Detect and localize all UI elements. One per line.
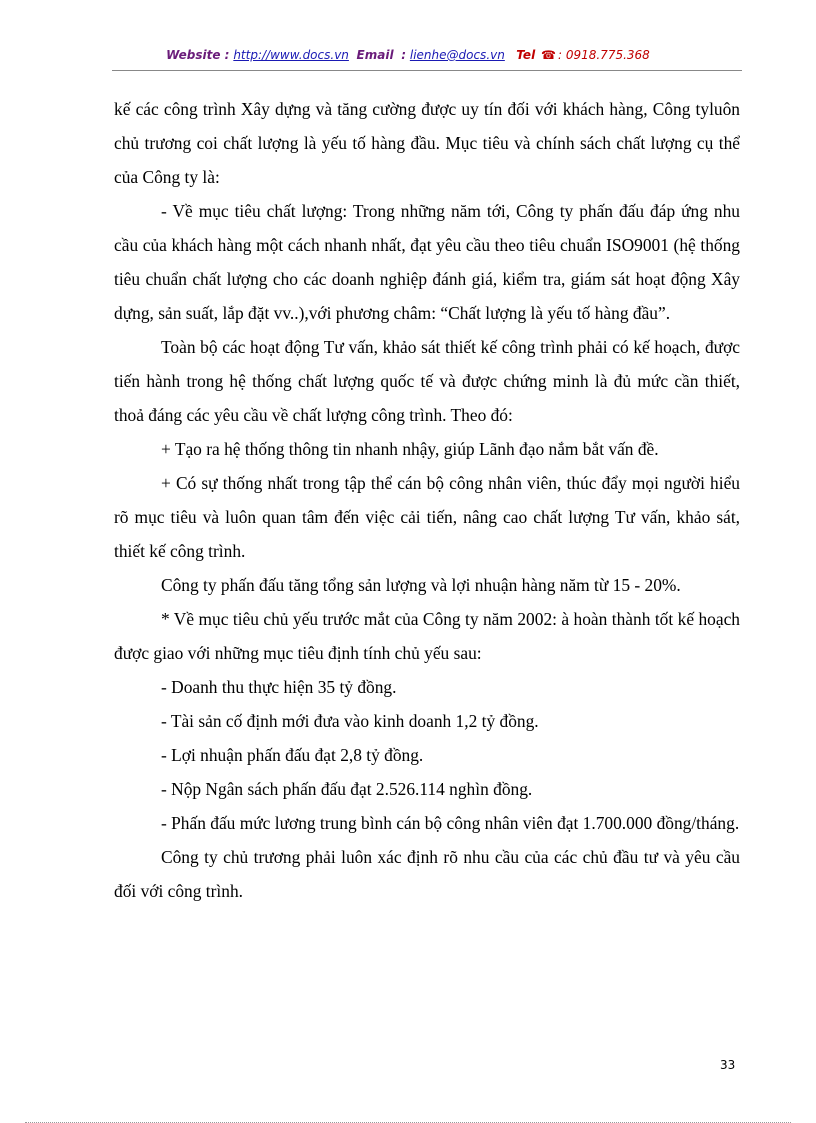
website-link[interactable]: http://www.docs.vn: [233, 48, 349, 62]
list-item: - Lợi nhuận phấn đấu đạt 2,8 tỷ đồng.: [161, 745, 424, 765]
paragraph: Toàn bộ các hoạt động Tư vấn, khảo sát thiết kế công trình phải có kế hoạch, được tiến hành trong hệ thống chất lượng quốc tế và được chứng minh là đủ mức cần thiết, thoả đáng các yêu cầu về chất lượng công trình. Theo đó:: [114, 337, 740, 425]
email-link[interactable]: lienhe@docs.vn: [409, 48, 505, 62]
list-item: - Phấn đấu mức lương trung bình cán bộ công nhân viên đạt 1.700.000 đồng/tháng.: [161, 813, 740, 833]
phone-number: : 0918.775.368: [557, 48, 650, 62]
paragraph: Công ty chủ trương phải luôn xác định rõ nhu cầu của các chủ đầu tư và yêu cầu đối với công trình.: [114, 847, 740, 901]
list-item: - Doanh thu thực hiện 35 tỷ đồng.: [161, 677, 397, 697]
paragraph: * Về mục tiêu chủ yếu trước mắt của Công ty năm 2002: à hoàn thành tốt kế hoạch được giao với những mục tiêu định tính chủ yếu sau:: [114, 609, 740, 663]
email-separator: :: [401, 48, 407, 62]
paragraph: + Tạo ra hệ thống thông tin nhanh nhậy, giúp Lãnh đạo nắm bắt vấn đề.: [161, 439, 659, 459]
page-header: [0, 48, 816, 62]
list-item: - Tài sản cố định mới đưa vào kinh doanh 1,2 tỷ đồng.: [161, 711, 539, 731]
tel-label: Tel: [516, 48, 536, 62]
website-label: Website :: [166, 48, 230, 62]
paragraph: - Về mục tiêu chất lượng: Trong những năm tới, Công ty phấn đấu đáp ứng nhu cầu của khách hàng một cách nhanh nhất, đạt yêu cầu theo tiêu chuẩn ISO9001 (hệ thống tiêu chuẩn chất lượng cho các doanh nghiệp đánh giá, kiểm tra, giám sát hoạt động Xây dựng, sản suất, lắp đặt vv..),với phương châm: “Chất lượng là yếu tố hàng đầu”.: [114, 201, 740, 323]
paragraph: kế các công trình Xây dựng và tăng cường được uy tín đối với khách hàng, Công tyluôn chủ trương coi chất lượng là yếu tố hàng đầu. Mục tiêu và chính sách chất lượng cụ thể của Công ty là:: [114, 99, 740, 187]
telephone-icon: ☎: [541, 48, 556, 62]
paragraph: + Có sự thống nhất trong tập thể cán bộ công nhân viên, thúc đẩy mọi người hiểu rõ mục tiêu và luôn quan tâm đến việc cải tiến, nâng cao chất lượng Tư vấn, khảo sát, thiết kế công trình.: [114, 473, 740, 561]
header-divider: [112, 70, 742, 71]
list-item: - Nộp Ngân sách phấn đấu đạt 2.526.114 nghìn đồng.: [161, 779, 533, 799]
email-label: Email: [356, 48, 394, 62]
paragraph: Công ty phấn đấu tăng tổng sản lượng và lợi nhuận hàng năm từ 15 - 20%.: [161, 575, 681, 595]
document-body: [114, 92, 740, 908]
page-number: 33: [720, 1058, 736, 1072]
